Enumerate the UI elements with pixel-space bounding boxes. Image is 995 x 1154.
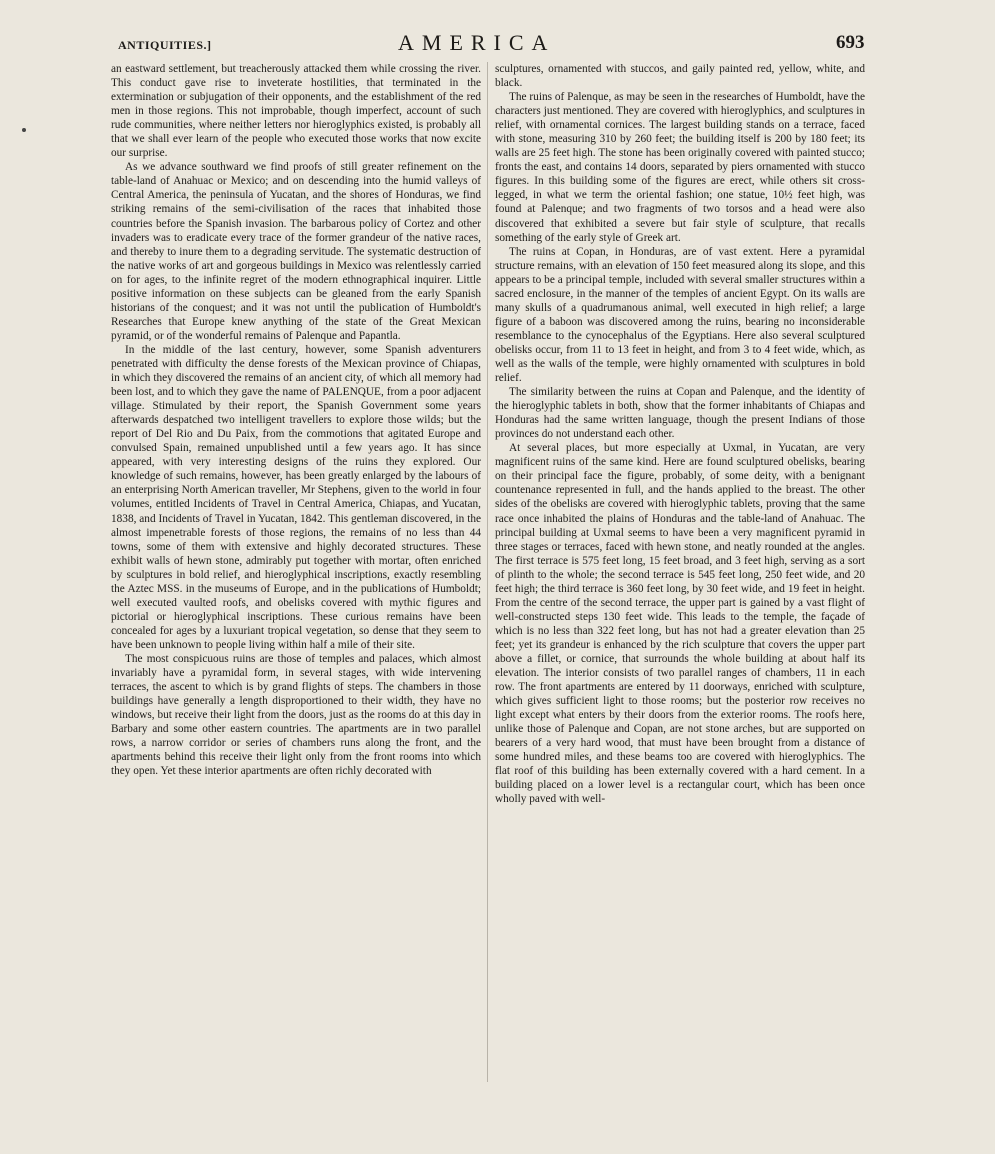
- section-label: ANTIQUITIES.]: [118, 38, 212, 52]
- page-title: AMERICA: [398, 30, 556, 55]
- running-header: [0, 30, 995, 58]
- page-number: 693: [836, 32, 865, 53]
- paragraph: sculptures, ornamented with stuccos, and gaily painted red, yellow, white, and black.: [495, 63, 865, 90]
- paragraph: As we advance southward we find proofs of still greater refinement on the table-land of Anahuac or Mexico; and on descending into the humid valleys of Central America, the peninsula of Yucatan, and the shores of Honduras, we find striking remains of the semi-civilisation of the races that inhabited those countries before the Spanish invasion. The barbarous policy of Cortez and other invaders was to eradicate every trace of the former grandeur of the native races, and thereby to inure them to a degrading servitude. The systematic destruction of the native works of art and gorgeous buildings in Mexico was relentlessly carried on for ages, to the infinite regret of the modern ethnographical inquirer. Little positive information on these subjects can be gleaned from the early Spanish historians of the conquest; and it was not until the publication of Humboldt's Researches that Europe knew anything of the state of the Great Mexican pyramid, or of the wonderful remains of Palenque and Papantla.: [111, 161, 481, 342]
- column-divider: [487, 62, 488, 1082]
- paragraph: The ruins at Copan, in Honduras, are of vast extent. Here a pyramidal structure remains, with an elevation of 150 feet measured along its slope, and this appears to be a principal temple, included with several smaller structures within a sacred enclosure, in the manner of the temples of ancient Egypt. On its walls are many skulls of a quadrumanous animal, well executed in high relief; a large figure of a baboon was discovered among the ruins, bearing no inconsiderable resemblance to the cynocephalus of the Egyptians. Here also several sculptured obelisks occur, from 11 to 13 feet in height, and from 3 to 4 feet wide, which, as well as the walls of the temple, were highly ornamented with sculptures in bold relief.: [495, 245, 865, 385]
- paragraph: an eastward settlement, but treacherously attacked them while crossing the river. This conduct gave rise to inveterate hostilities, that terminated in the extermination or subjugation of their opponents, and the establishment of the red men in those regions. This not improbable, though imperfect, account of such rude communities, where neither letters nor hieroglyphics existed, is probably all that we shall ever learn of the people who executed those works that now excite our surprise.: [111, 63, 481, 160]
- right-column: [495, 62, 865, 806]
- paragraph: The ruins of Palenque, as may be seen in the researches of Humboldt, have the characters just mentioned. They are covered with hieroglyphics, and sculptures in relief, with ornamental cornices. The largest building stands on a terrace, faced with stone, measuring 310 by 260 feet; the building itself is 200 by 180 feet; its walls are 25 feet high. The stone has been originally covered with painted stucco; fronts the east, and contains 14 doors, separated by piers ornamented with stucco figures. In this building some of the figures are erect, while others sit cross-legged, in what we term the oriental fashion; one statue, 10½ feet high, was found at Palenque; and two fragments of two torsos and a head were also discovered that exhibited a severe but fair style of sculpture, that recalls something of the early style of Greek art.: [495, 91, 865, 244]
- paragraph: In the middle of the last century, however, some Spanish adventurers penetrated with difficulty the dense forests of the Mexican province of Chiapas, in which they discovered the remains of an ancient city, of which all memory had been lost, and to which they gave the name of PALENQUE, from a poor adjacent village. Stimulated by their report, the Spanish Government some years afterwards despatched two intelligent travellers to explore those wilds; but the report of Del Rio and Du Paix, from the commotions that agitated Europe and convulsed Spain, remained unpublished until a few years ago. It has since appeared, with very interesting designs of the ruins they explored. Our knowledge of such remains, however, has been greatly enlarged by the labours of an enterprising North American traveller, Mr Stephens, given to the world in four volumes, entitled Incidents of Travel in Central America, Chiapas, and Yucatan, 1838, and Incidents of Travel in Yucatan, 1842. This gentleman discovered, in the almost impenetrable forests of those regions, the remains of no less than 44 towns, some of them with extensive and highly decorated structures. These exhibit walls of hewn stone, admirably put together with mortar, often enriched by sculptures in bold relief, and hieroglyphical inscriptions, exactly resembling the Aztec MSS. in the museums of Europe, and in the publications of Humboldt; well executed vaulted roofs, and obelisks covered with mythic figures and pictorial or hieroglyphical inscriptions. These curious remains have been concealed for ages by a luxuriant tropical vegetation, so dense that they seem to have been unknown to people living within half a mile of their site.: [111, 343, 481, 651]
- paragraph: The most conspicuous ruins are those of temples and palaces, which almost invariably have a pyramidal form, in several stages, with wide intervening terraces, the ascent to which is by grand flights of steps. The chambers in those buildings have generally a length disproportioned to their width, they have no windows, but receive their light from the doors, just as the rooms do at this day in Barbary and some other eastern countries. The apartments are in two parallel rows, a narrow corridor or series of chambers runs along the front, and the apartments behind this receive their light only from the front rooms into which they open. Yet these interior apartments are often richly decorated with: [111, 652, 481, 778]
- left-column: [111, 62, 481, 778]
- paragraph: The similarity between the ruins at Copan and Palenque, and the identity of the hieroglyphic tablets in both, show that the former inhabitants of Chiapas and Honduras had the same written language, though the present Indians of those provinces do not understand each other.: [495, 386, 865, 441]
- paragraph: At several places, but more especially at Uxmal, in Yucatan, are very magnificent ruins of the same kind. Here are found sculptured obelisks, bearing on their principal face the figure, probably, of some deity, with a benignant countenance represented in full, and the hands applied to the breast. The other sides of the obelisks are covered with hieroglyphic tablets, proving that the same race once inhabited the plains of Honduras and the table-land of Anahuac. The principal building at Uxmal seems to have been a very magnificent pyramid in three stages or terraces, faced with hewn stone, and neatly rounded at the angles. The first terrace is 575 feet long, 15 feet broad, and 3 feet high, serving as a sort of plinth to the whole; the second terrace is 545 feet long, 250 feet wide, and 20 feet high; the third terrace is 360 feet long, by 30 feet wide, and 19 feet in height. From the centre of the second terrace, the upper part is gained by a vast flight of well-constructed steps 130 feet wide. This leads to the temple, the façade of which is no less than 322 feet long, but has not had a greater elevation than 25 feet; yet its grandeur is enhanced by the rich sculpture that covers the upper part above a fillet, or cornice, that surrounds the whole building at about half its elevation. The interior consists of two parallel ranges of chambers, 11 in each row. The front apartments are entered by 11 doorways, enriched with sculpture, which gives sufficient light to those rooms; but the posterior row receives no light except what enters by their doors from the exterior rooms. The roofs here, unlike those of Palenque and Copan, are not stone arches, but are supported on bearers of a very hard wood, that must have been brought from a distance of some hundred miles, and these beams too are covered with hieroglyphics. The flat roof of this building has been externally covered with a hard cement. In a building placed on a lower level is a rectangular court, which has been once wholly paved with well-: [495, 442, 865, 806]
- ink-mark: [22, 128, 26, 132]
